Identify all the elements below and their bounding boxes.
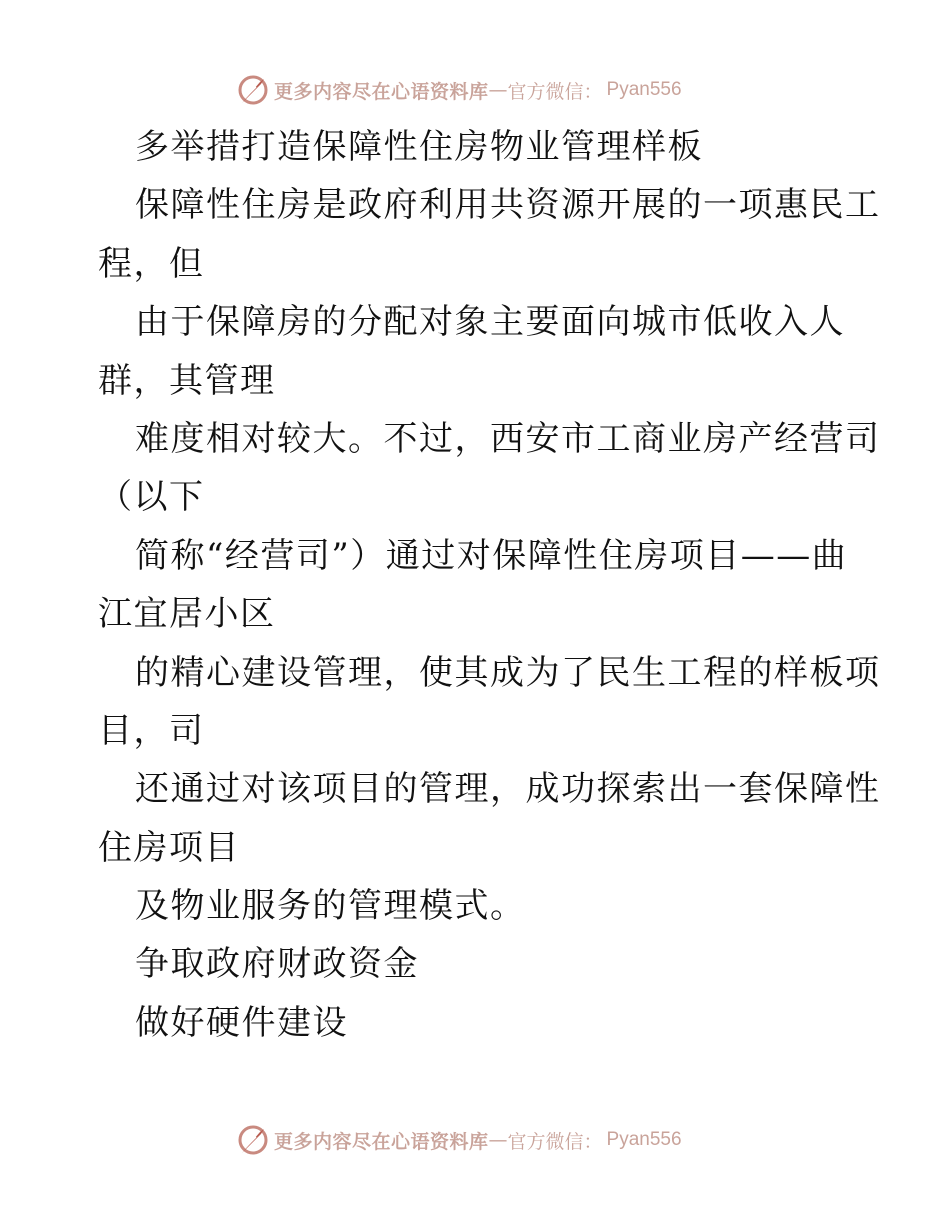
quill-logo-icon bbox=[236, 1123, 270, 1157]
header-watermark bbox=[236, 72, 682, 108]
text-line: 群，其管理 bbox=[98, 360, 276, 401]
watermark-wechat-label: 官方微信： bbox=[507, 1130, 603, 1153]
watermark-site-text: 更多内容尽在心语资料库 bbox=[274, 1130, 489, 1153]
footer-watermark bbox=[236, 1122, 682, 1158]
text-line: 住房项目 bbox=[98, 827, 240, 868]
quill-logo-icon bbox=[236, 73, 270, 107]
watermark-dash: — bbox=[488, 79, 508, 101]
document-body bbox=[98, 118, 881, 1052]
text-line: 及物业服务的管理模式。 bbox=[135, 886, 526, 927]
text-line: 保障性住房是政府利用共资源开展的一项惠民工 bbox=[135, 185, 881, 226]
text-line: 还通过对该项目的管理，成功探索出一套保障性 bbox=[135, 769, 881, 810]
text-line: 多举措打造保障性住房物业管理样板 bbox=[135, 127, 703, 167]
text-line: 江宜居小区 bbox=[98, 594, 276, 635]
text-line: 难度相对较大。不过，西安市工商业房产经营司 bbox=[135, 418, 881, 459]
text-line: 简称“经营司”）通过对保障性住房项目——曲 bbox=[135, 535, 848, 576]
watermark-wechat-label: 官方微信： bbox=[507, 80, 603, 103]
text-line: （以下 bbox=[98, 477, 205, 518]
watermark-dash: — bbox=[488, 1129, 508, 1151]
watermark-wechat-id: Pyan556 bbox=[606, 1129, 682, 1150]
watermark-site-text: 更多内容尽在心语资料库 bbox=[274, 80, 489, 103]
text-line: 做好硬件建设 bbox=[135, 1002, 348, 1043]
text-line: 目，司 bbox=[98, 710, 205, 751]
text-line: 由于保障房的分配对象主要面向城市低收入人 bbox=[135, 302, 845, 343]
watermark-wechat-id: Pyan556 bbox=[606, 79, 682, 100]
text-line: 程，但 bbox=[98, 243, 205, 284]
text-line: 争取政府财政资金 bbox=[135, 944, 419, 985]
text-line: 的精心建设管理，使其成为了民生工程的样板项 bbox=[135, 652, 881, 693]
